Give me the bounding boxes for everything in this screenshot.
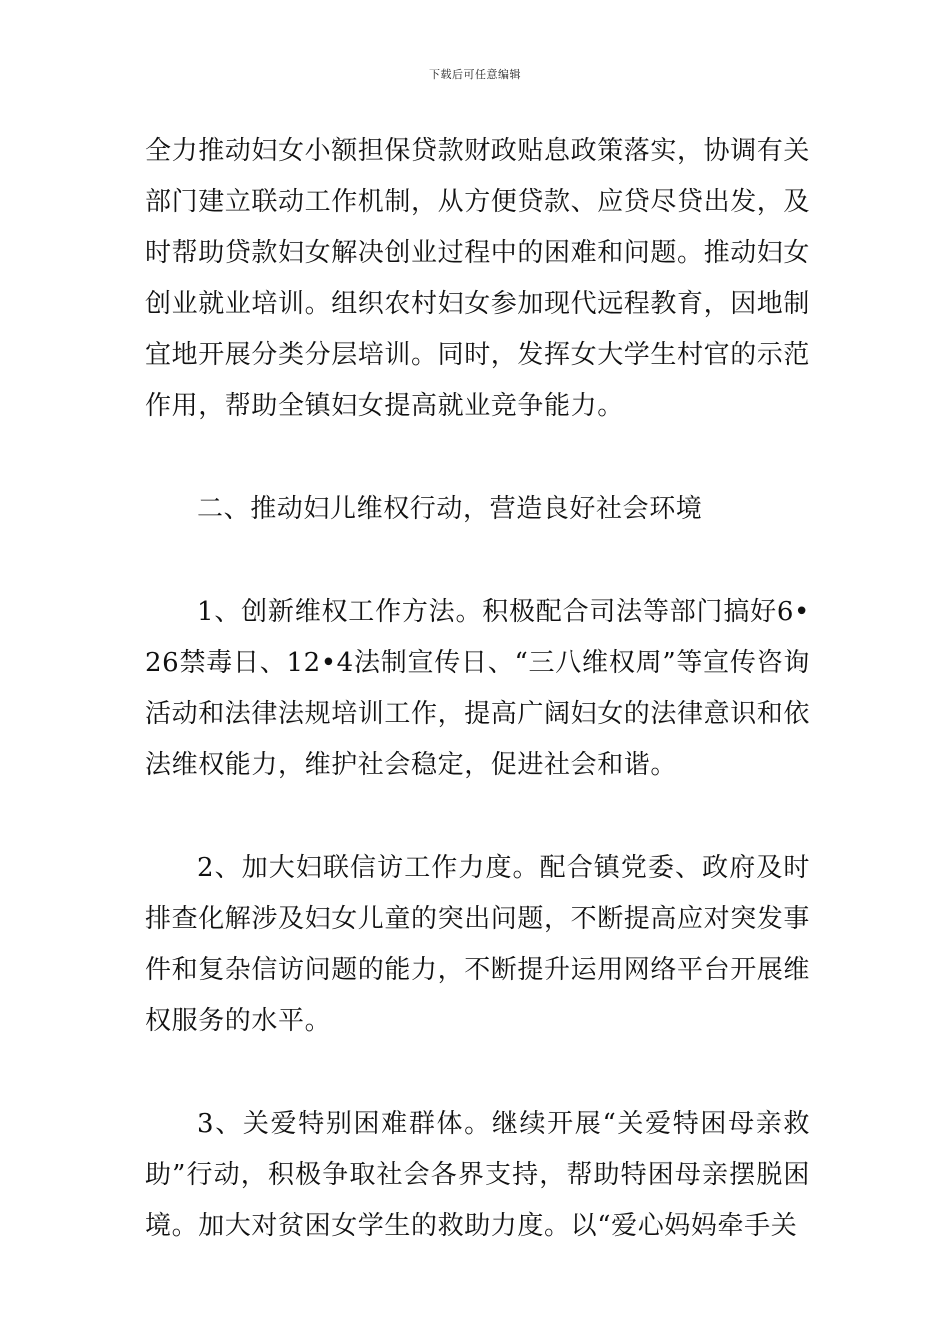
paragraph-item-3: 3、关爱特别困难群体。继续开展“关爱特困母亲救助”行动，积极争取社会各界支持，帮助特困母亲摆脱困境。加大对贫困女学生的救助力度。以“爱心妈妈牵手关 <box>145 1109 810 1241</box>
header-note: 下载后可任意编辑 <box>429 68 521 81</box>
paragraph-gap <box>145 535 810 587</box>
paragraph-gap <box>145 432 810 484</box>
document-body <box>145 126 810 1252</box>
section-heading-rights: 二、推动妇儿维权行动，营造良好社会环境 <box>197 494 703 524</box>
paragraph-employment: 全力推动妇女小额担保贷款财政贴息政策落实，协调有关部门建立联动工作机制，从方便贷款、应贷尽贷出发，及时帮助贷款妇女解决创业过程中的困难和问题。推动妇女创业就业培训。组织农村妇女参加现代远程教育，因地制宜地开展分类分层培训。同时，发挥女大学生村官的示范作用，帮助全镇妇女提高就业竞争能力。 <box>145 136 811 421</box>
paragraph-gap <box>145 1047 810 1099</box>
paragraph-gap <box>145 791 810 843</box>
paragraph-item-2: 2、加大妇联信访工作力度。配合镇党委、政府及时排查化解涉及妇女儿童的突出问题，不断提高应对突发事件和复杂信访问题的能力，不断提升运用网络平台开展维权服务的水平。 <box>145 853 811 1036</box>
paragraph-item-1: 1、创新维权工作方法。积极配合司法等部门搞好6•26禁毒日、12•4法制宣传日、“三八维权周”等宣传咨询活动和法律法规培训工作，提高广阔妇女的法律意识和依法维权能力，维护社会稳定，促进社会和谐。 <box>145 597 811 780</box>
